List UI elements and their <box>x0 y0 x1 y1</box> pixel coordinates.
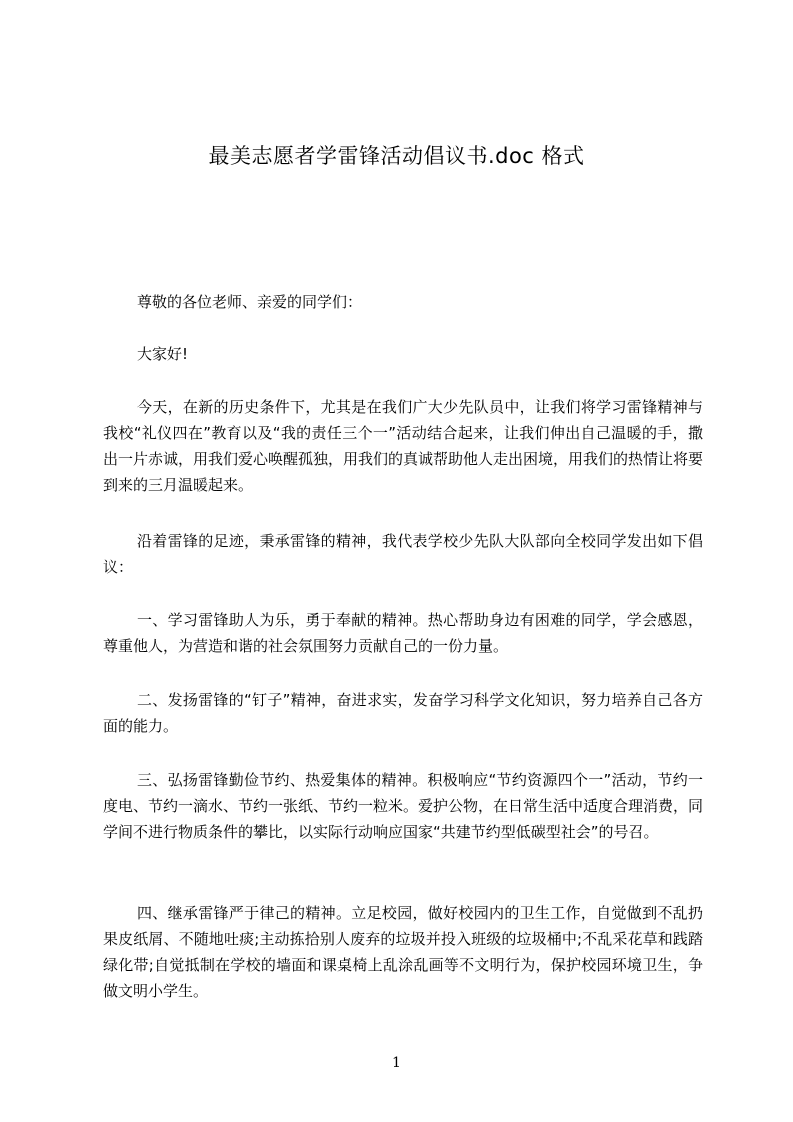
paragraph-intro: 今天，在新的历史条件下，尤其是在我们广大少先队员中，让我们将学习雷锋精神与我校“礼仪四在”教育以及“我的责任三个一”活动结合起来，让我们伸出自己温暖的手，撒出一片赤诚，用我们爱心唤醒孤独，用我们的真诚帮助他人走出困境，用我们的热情让将要到来的三月温暖起来。 <box>103 398 704 494</box>
paragraph-item-4: 四、继承雷锋严于律己的精神。立足校园，做好校园内的卫生工作，自觉做到不乱扔果皮纸屑、不随地吐痰;主动拣拾别人废弃的垃圾并投入班级的垃圾桶中;不乱采花草和践踏绿化带;自觉抵制在学校的墙面和课桌椅上乱涂乱画等不文明行为，保护校园环境卫生，争做文明小学生。 <box>103 904 703 1000</box>
salutation: 尊敬的各位老师、亲爱的同学们： <box>137 293 363 311</box>
paragraph-proposal: 沿着雷锋的足迹，秉承雷锋的精神，我代表学校少先队大队部向全校同学发出如下倡议： <box>103 532 703 576</box>
greeting: 大家好! <box>137 345 189 363</box>
paragraph-item-1: 一、学习雷锋助人为乐，勇于奉献的精神。热心帮助身边有困难的同学，学会感恩，尊重他人，为营造和谐的社会氛围努力贡献自己的一份力量。 <box>103 611 703 655</box>
document-title: 最美志愿者学雷锋活动倡议书.doc 格式 <box>208 144 585 168</box>
paragraph-item-2: 二、发扬雷锋的“钉子”精神，奋进求实，发奋学习科学文化知识，努力培养自己各方面的能力。 <box>103 691 703 735</box>
paragraph-item-3: 三、弘扬雷锋勤俭节约、热爱集体的精神。积极响应“节约资源四个一”活动，节约一度电、节约一滴水、节约一张纸、节约一粒米。爱护公物，在日常生活中适度合理消费，同学间不进行物质条件的攀比，以实际行动响应国家“共建节约型低碳型社会”的号召。 <box>103 771 704 841</box>
page-number: 1 <box>392 1055 401 1071</box>
